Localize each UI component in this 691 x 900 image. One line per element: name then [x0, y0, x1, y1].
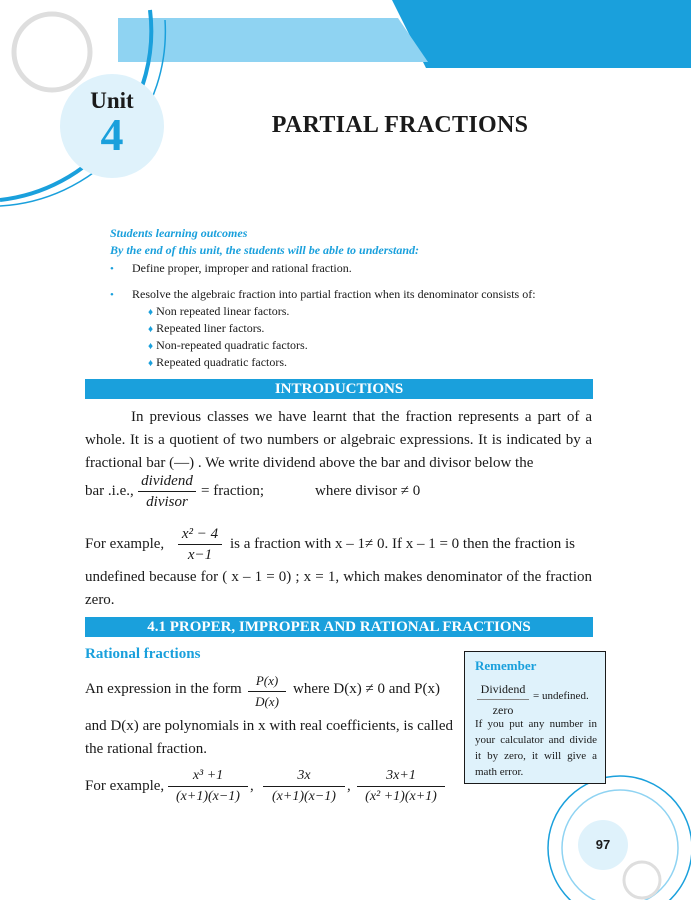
footer-circle-gray	[624, 862, 660, 898]
example-text: is a fraction with x – 1≠ 0. If x – 1 = 0 then the fraction is	[230, 536, 575, 552]
intro-paragraph: In previous classes we have learnt that the fraction represents a part of a whole. It is a quotient of two numbers or algebraic expressions. It is indicated by a fractional bar (—) . We write dividend above the bar and divisor below the	[85, 409, 592, 471]
comma-separator: ,	[250, 778, 254, 794]
outcomes-subheading: By the end of this unit, the students will be able to understand:	[110, 243, 420, 257]
undefined-text: = undefined.	[533, 690, 589, 702]
bar-ie-text: bar .i.e.,	[85, 483, 134, 499]
expression-condition: where D(x) ≠ 0 and P(x)	[293, 681, 440, 697]
outcomes-heading: Students learning outcomes	[110, 226, 248, 240]
diamond-icon: ♦	[148, 307, 154, 318]
outcome-bullet: • Define proper, improper and rational fraction.	[110, 261, 352, 275]
header-band-dark	[392, 0, 691, 68]
expression-text: An expression in the form	[85, 681, 242, 697]
px-over-dx-fraction: P(x) D(x)	[248, 672, 286, 711]
diamond-icon: ♦	[148, 324, 154, 335]
remember-box	[464, 651, 606, 784]
page-title: PARTIAL FRACTIONS	[271, 112, 529, 138]
remember-title: Remember	[475, 658, 537, 673]
dividend-over-zero: Dividend zero	[477, 680, 529, 719]
polynomial-paragraph: and D(x) are polynomials in x with real coefficients, is called the rational fraction.	[85, 718, 453, 757]
header-circle-gray	[14, 14, 90, 90]
unit-number: 4	[100, 109, 124, 160]
sub-item: ♦ Non-repeated quadratic factors.	[148, 338, 308, 352]
example-label: For example,	[85, 536, 165, 552]
diamond-icon: ♦	[148, 358, 154, 369]
sub-item: ♦ Repeated liner factors.	[148, 321, 265, 335]
unit-label: Unit	[90, 88, 134, 113]
undefined-paragraph: undefined because for ( x – 1 = 0) ; x = 1, which makes denominator of the fraction zero.	[85, 569, 592, 608]
example-fraction: x² − 4 x−1	[178, 525, 222, 564]
comma-separator: ,	[347, 778, 351, 794]
outcome-bullet: • Resolve the algebraic fraction into partial fraction when its denominator consists of:	[110, 287, 536, 301]
sub-item: ♦ Non repeated linear factors.	[148, 304, 290, 318]
equals-fraction-text: = fraction;	[201, 483, 265, 499]
rational-fractions-heading: Rational fractions	[85, 646, 201, 662]
dividend-divisor-fraction: dividend divisor	[138, 472, 196, 511]
outcome-text: Resolve the algebraic fraction into partial fraction when its denominator consists of:	[132, 287, 536, 301]
sub-item: ♦ Repeated quadratic factors.	[148, 355, 288, 369]
introductions-bar: INTRODUCTIONS	[85, 379, 593, 399]
rational-example-2: 3x (x+1)(x−1)	[263, 767, 345, 806]
rational-example-label: For example,	[85, 778, 165, 794]
rational-example-1: x³ +1 (x+1)(x−1)	[168, 767, 248, 806]
section-bar: 4.1 PROPER, IMPROPER AND RATIONAL FRACTIONS	[85, 617, 593, 637]
diamond-icon: ♦	[148, 341, 154, 352]
where-divisor-text: where divisor ≠ 0	[315, 483, 421, 499]
page-number: 97	[578, 820, 628, 870]
rational-example-3: 3x+1 (x² +1)(x+1)	[357, 767, 445, 806]
outcome-text: Define proper, improper and rational fraction.	[132, 261, 352, 275]
remember-text: If you put any number in your calculator and divide it by zero, it will give a math error.	[475, 718, 597, 778]
